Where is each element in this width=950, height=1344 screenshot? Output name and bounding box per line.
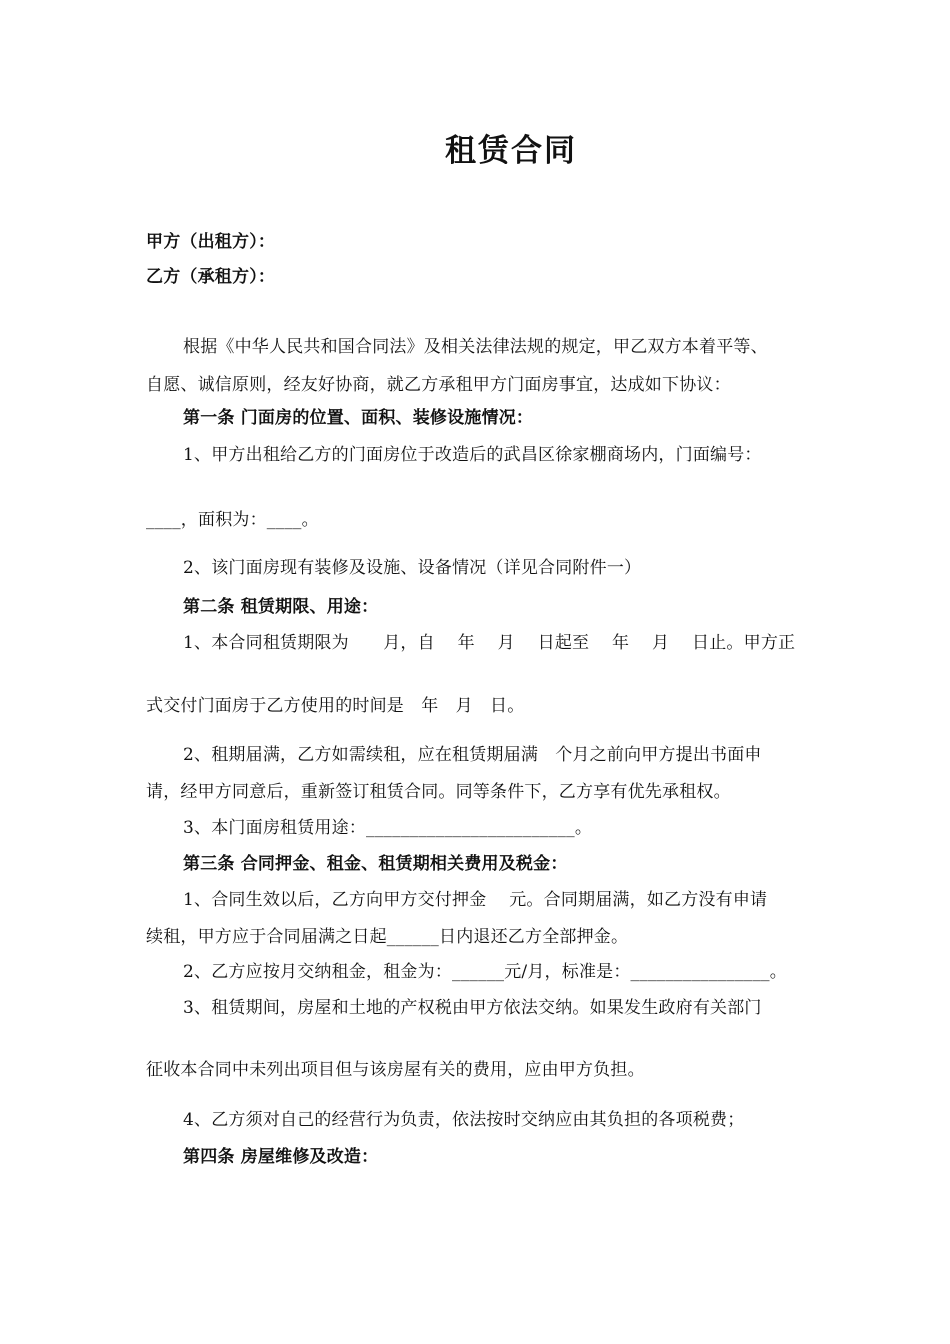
article-2-item-1-line-2: 式交付门面房于乙方使用的时间是 年 月 日。: [146, 696, 525, 716]
article-3-item-4: 4、乙方须对自己的经营行为负责，依法按时交纳应由其负担的各项税费；: [183, 1110, 745, 1130]
document-title: 租赁合同: [445, 133, 577, 169]
article-3-item-1-line-1: 1、合同生效以后，乙方向甲方交付押金 元。合同期届满，如乙方没有申请: [183, 890, 768, 910]
article-3-item-1-line-2: 续租，甲方应于合同届满之日起______日内退还乙方全部押金。: [146, 927, 629, 947]
intro-paragraph-line-1: 根据《中华人民共和国合同法》及相关法律法规的规定，甲乙双方本着平等、: [183, 337, 768, 357]
article-3-item-3-line-2: 征收本合同中未列出项目但与该房屋有关的费用，应由甲方负担。: [146, 1060, 645, 1080]
article-1-item-1-line-2: ____，面积为：____。: [146, 510, 319, 530]
article-2-item-3: 3、本门面房租赁用途：________________________。: [183, 818, 593, 838]
article-3-item-3-line-1: 3、租赁期间，房屋和土地的产权税由甲方依法交纳。如果发生政府有关部门: [183, 998, 762, 1018]
article-2-item-2-line-1: 2、租期届满，乙方如需续租，应在租赁期届满 个月之前向甲方提出书面申: [183, 745, 762, 765]
article-2-heading: 第二条 租赁期限、用途：: [183, 597, 379, 617]
article-1-item-2: 2、该门面房现有装修及设施、设备情况（详见合同附件一）: [183, 558, 642, 578]
party-a-label: 甲方（出租方）：: [146, 232, 276, 252]
intro-paragraph-line-2: 自愿、诚信原则，经友好协商，就乙方承租甲方门面房事宜，达成如下协议：: [146, 375, 731, 395]
article-3-heading: 第三条 合同押金、租金、租赁期相关费用及税金：: [183, 854, 568, 874]
article-2-item-1-line-1: 1、本合同租赁期限为 月，自 年 月 日起至 年 月 日止。甲方正: [183, 633, 796, 653]
article-3-item-2: 2、乙方应按月交纳租金，租金为：______元/月，标准是：________________。: [183, 962, 787, 982]
party-b-label: 乙方（承租方）：: [146, 267, 276, 287]
article-4-heading: 第四条 房屋维修及改造：: [183, 1147, 379, 1167]
article-1-item-1-line-1: 1、甲方出租给乙方的门面房位于改造后的武昌区徐家棚商场内，门面编号：: [183, 445, 762, 465]
article-2-item-2-line-2: 请，经甲方同意后，重新签订租赁合同。同等条件下，乙方享有优先承租权。: [146, 782, 731, 802]
article-1-heading: 第一条 门面房的位置、面积、装修设施情况：: [183, 408, 534, 428]
